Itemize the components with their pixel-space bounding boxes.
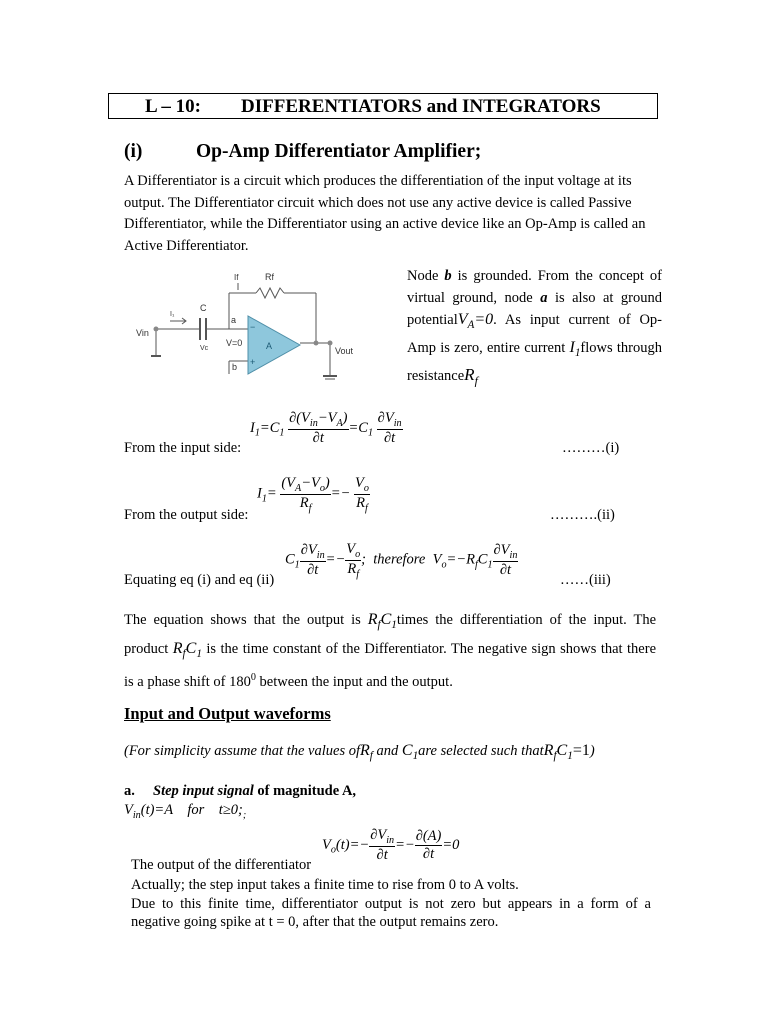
- expl-text-4: between the input and the output.: [255, 674, 453, 691]
- step-marker: a.: [124, 783, 135, 799]
- section-number: (i): [124, 141, 143, 162]
- section-title: Op-Amp Differentiator Amplifier;: [196, 141, 482, 162]
- svg-text:−: −: [250, 322, 256, 332]
- explanation-paragraph: [124, 608, 656, 694]
- equating-label: Equating eq (i) and eq (ii): [124, 572, 275, 588]
- side-text-3: is also at ground potential: [407, 289, 662, 328]
- lecture-title: DIFFERENTIATORS and INTEGRATORS: [241, 96, 601, 117]
- assume-text-3: ): [589, 743, 595, 759]
- svg-text:V=0: V=0: [226, 338, 243, 348]
- svg-text:+: +: [250, 357, 256, 367]
- degree-superscript: 0: [250, 672, 256, 684]
- input-side-label: From the input side:: [124, 440, 242, 456]
- svg-text:A: A: [266, 341, 273, 351]
- svg-text:Rf: Rf: [265, 272, 274, 282]
- svg-text:If: If: [234, 273, 239, 282]
- equation-ii-ref: ……….(ii): [550, 507, 615, 523]
- expl-text-3: is the time constant of the Differentiator. The negative sign shows that there is a phase shift of 180: [124, 641, 657, 691]
- step-input-equation: $V_{in}(t)=A$ for $t\ge 0;_;$: [124, 802, 247, 821]
- rf-symbol: $R_f$: [464, 365, 478, 388]
- node-a-label: a: [540, 289, 548, 306]
- va-equals-zero: $V_A=0$: [457, 311, 494, 332]
- svg-text:b: b: [232, 362, 238, 372]
- equation-iii: $C_1$ $\frac{\partial V_{in}}{\partial t}$ =− $\frac{V_o}{R_f}$ ; therefore $V_o=-R_fC_1$ $\frac{\partial V_{in}}{\partial t}$: [285, 541, 518, 580]
- therefore-word: therefore: [373, 551, 426, 568]
- rfc1-symbol: $R_fC_1$: [367, 611, 397, 632]
- assumption-line: (For simplicity assume that the values ofR$_f$ and $C_1are$ selected such $thatR_fC_1=1$): [124, 742, 595, 763]
- expl-text-2: times the differentiation of the input. The product: [124, 612, 657, 658]
- i1-symbol: $I_1$: [569, 338, 581, 359]
- resistor-rf: [256, 288, 284, 298]
- assume-and: and: [376, 743, 399, 759]
- svg-text:I₁: I₁: [170, 311, 175, 318]
- side-text-5: flows through resistance: [407, 339, 662, 385]
- svg-text:Vc: Vc: [200, 345, 209, 352]
- lecture-title-box: [108, 93, 658, 119]
- node-b-label: b: [444, 268, 452, 284]
- waveforms-heading-text: Input and Output waveforms: [124, 704, 331, 723]
- step-label-rest: of magnitude A,: [253, 783, 357, 799]
- step-label-italic: Step input signal: [153, 783, 254, 799]
- equation-ii: $I_1=$ $\frac{(V_A-V_o)}{R_f}$ =− $\frac{V_o}{R_f}$: [257, 475, 369, 514]
- side-text-2: is grounded. From the concept of virtual ground, node: [407, 268, 662, 306]
- opamp-triangle: [248, 316, 300, 374]
- output-side-label: From the output side:: [124, 507, 249, 523]
- differentiator-circuit-diagram: [134, 266, 364, 390]
- side-text-1: Node: [407, 268, 445, 284]
- equation-i: $I_1=C_1$ $\frac{\partial(V_{in}-V_A)}{\partial t}$ $=C_1$ $\frac{\partial V_{in}}{\partial t}$: [250, 410, 402, 446]
- step-input-heading: [124, 783, 356, 800]
- intro-paragraph: A Differentiator is a circuit which produces the differentiation of the input voltage at its output. The Differentiator circuit which does not use any active device is called Passive Differentiator, while the Differentiator using an active device like an Op-Amp is called an Active Differentiator.: [124, 173, 646, 254]
- svg-text:Vin: Vin: [136, 328, 149, 338]
- equation-i-ref: ………(i): [562, 440, 620, 456]
- virtual-ground-paragraph: [407, 266, 662, 392]
- side-text-4: . As input current of Op-Amp is zero, entire current: [407, 312, 662, 356]
- rfc1-symbol-2: $R_fC_1$: [172, 640, 202, 661]
- expl-text-1: The equation shows that the output is: [124, 612, 368, 628]
- svg-text:Vout: Vout: [335, 346, 354, 356]
- svg-text:C: C: [200, 303, 207, 313]
- assume-text-1: (For simplicity assume that the values of: [124, 743, 360, 759]
- lecture-number: L – 10:: [145, 96, 201, 117]
- step-line-2: Due to this finite time, differentiator output is not zero but appears in a form of a negative going spike at t = 0, after that the output remains zero.: [131, 895, 651, 930]
- output-equation: $V_o(t)=-$ $\frac{\partial V_{in}}{\partial t}$ =− $\frac{\partial(A)}{\partial t}$ =0: [322, 827, 460, 863]
- assume-text-2: are selected such that: [418, 743, 544, 759]
- output-label: The output of the differentiator: [131, 857, 312, 873]
- step-explanation: [131, 876, 651, 932]
- step-line-1: Actually; the step input takes a finite time to rise from 0 to A volts.: [131, 877, 519, 893]
- for-word: for: [187, 802, 205, 818]
- equation-iii-ref: ……(iii): [560, 572, 611, 588]
- waveforms-heading: [124, 704, 331, 724]
- svg-text:a: a: [231, 315, 237, 325]
